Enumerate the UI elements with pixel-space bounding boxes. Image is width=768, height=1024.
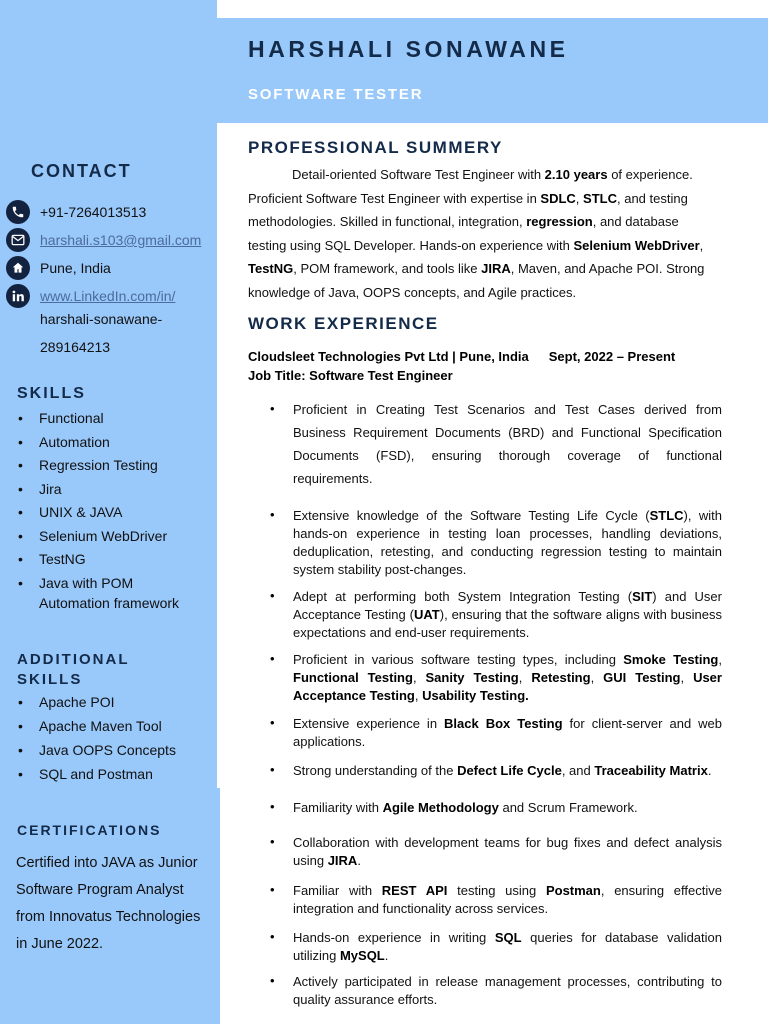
experience-bullet: Extensive knowledge of the Software Testing Life Cycle (STLC), with hands-on experience in testing loan processes, handling deviations, deduplication, retesting, and conducting regression testing to maintain system stability post-changes.: [293, 508, 722, 577]
work-experience-heading: WORK EXPERIENCE: [248, 314, 439, 333]
experience-bullet: Adept at performing both System Integration Testing (SIT) and User Acceptance Testing (UAT), ensuring that the software aligns with business expectations and end-user requirements.: [293, 589, 722, 640]
contact-phone: +91-7264013513: [40, 204, 147, 220]
list-item: • Java OOPS Concepts: [17, 740, 207, 760]
list-item: • TestNG: [17, 549, 207, 569]
contact-email-row[interactable]: [6, 228, 201, 252]
experience-bullet: Proficient in various software testing types, including Smoke Testing, Functional Testing, Sanity Testing, Retesting, GUI Testing, User Acceptance Testing, Usability Testing.: [293, 652, 722, 703]
contact-phone-row: [6, 200, 146, 224]
list-item: • Functional: [17, 408, 207, 428]
experience-bullet: Collaboration with development teams for bug fixes and defect analysis using JIRA.: [293, 835, 722, 868]
home-icon: [6, 256, 30, 280]
list-item: • Automation: [17, 432, 207, 452]
list-item: • Regression Testing: [17, 455, 207, 475]
list-item: • UNIX & JAVA: [17, 502, 207, 522]
contact-location: Pune, India: [40, 260, 111, 276]
bullet: •: [270, 762, 275, 777]
summary-paragraph: Detail-oriented Software Test Engineer with 2.10 years of experience. Proficient Software Test Engineer with expertise in SDLC, STLC, and testing methodologies. Skilled in functional, integration, regression, and database testing using SQL Developer. Hands-on experience with Selenium WebDriver, TestNG, POM framework, and tools like JIRA, Maven, and Apache POI. Strong knowledge of Java, OOPS concepts, and Agile practices.: [248, 167, 705, 300]
experience-bullet: Familiar with REST API testing using Postman, ensuring effective integration and functionality across services.: [293, 883, 722, 916]
contact-heading: CONTACT: [31, 161, 132, 181]
experience-bullet: Hands-on experience in writing SQL queries for database validation utilizing MySQL.: [293, 930, 722, 963]
bullet: •: [270, 882, 275, 897]
list-item: • Apache POI: [17, 692, 207, 712]
additional-skills-heading: ADDITIONAL SKILLS: [17, 651, 130, 688]
company-name: Cloudsleet Technologies Pvt Ltd | Pune, India: [248, 349, 529, 364]
experience-bullet: Strong understanding of the Defect Life Cycle, and Traceability Matrix.: [293, 763, 712, 778]
list-item: • Apache Maven Tool: [17, 716, 207, 736]
employment-period: Sept, 2022 – Present: [548, 349, 676, 364]
list-item: • Java with POM Automation framework: [17, 573, 207, 613]
bullet: •: [270, 401, 275, 416]
job-title: Job Title: Software Test Engineer: [248, 368, 453, 383]
additional-skills-list: [17, 692, 207, 788]
experience-bullet: Extensive experience in Black Box Testing for client-server and web applications.: [293, 716, 723, 749]
email-icon: [6, 228, 30, 252]
bullet: •: [270, 799, 275, 814]
summary-heading: PROFESSIONAL SUMMERY: [248, 138, 503, 157]
list-item: • SQL and Postman: [17, 764, 207, 784]
job-header: [248, 347, 675, 385]
bullet: •: [270, 588, 275, 603]
certification-text: Certified into JAVA as Junior Software Program Analyst from Innovatus Technologies in June 2022.: [16, 855, 201, 952]
candidate-role: SOFTWARE TESTER: [248, 86, 424, 103]
candidate-name: HARSHALI SONAWANE: [248, 36, 569, 62]
bullet: •: [270, 651, 275, 666]
certifications-heading: CERTIFICATIONS: [17, 822, 162, 838]
bullet: •: [270, 973, 275, 988]
sidebar-edge: [217, 788, 220, 1024]
skills-heading: SKILLS: [17, 385, 86, 402]
linkedin-icon: [6, 284, 30, 308]
skills-list: [17, 408, 207, 616]
experience-bullet: Proficient in Creating Test Scenarios and Test Cases derived from Business Requirement Documents (BRD) and Functional Specification Documents (FSD), ensuring thorough coverage of functional requirements.: [293, 402, 722, 486]
bullet: •: [270, 929, 275, 944]
bullet: •: [270, 834, 275, 849]
contact-linkedin-handle: harshali-sonawane-: [40, 311, 163, 327]
experience-bullet: Familiarity with Agile Methodology and Scrum Framework.: [293, 800, 638, 815]
contact-email-link[interactable]: harshali.s103@gmail.com: [40, 232, 202, 248]
list-item: • Selenium WebDriver: [17, 526, 207, 546]
bullet: •: [270, 715, 275, 730]
contact-location-row: [6, 256, 111, 280]
bullet: •: [270, 507, 275, 522]
contact-linkedin-handle-cont: 289164213: [40, 339, 111, 355]
contact-linkedin-link[interactable]: www.LinkedIn.com/in/: [40, 288, 176, 304]
header-band: [217, 18, 768, 123]
contact-linkedin-row[interactable]: [6, 284, 175, 308]
phone-icon: [6, 200, 30, 224]
list-item: • Jira: [17, 479, 207, 499]
experience-bullet: Actively participated in release management processes, contributing to quality assurance efforts.: [293, 974, 722, 1007]
